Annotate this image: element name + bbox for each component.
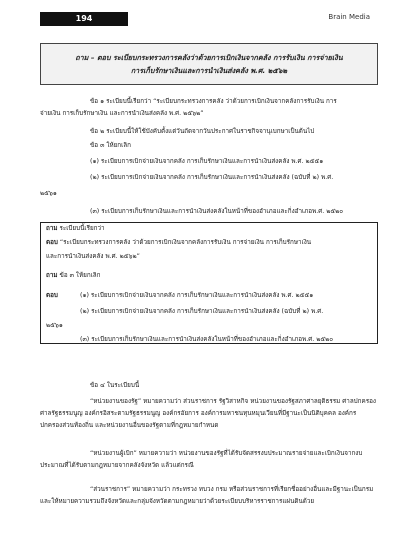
qa-answer-2-item-2-year: ๒๕๖๑	[46, 322, 63, 329]
clause-4-def-1: “หน่วยงานของรัฐ” หมายความว่า ส่วนราชการ รัฐวิสาหกิจ หน่วยงานของรัฐสภาศาลยุติธรรม ศาลปกครอง ศาลรัฐธรรมนูญ องค์กรอิสระตามรัฐธรรมนูญ องค์กรอัยการ องค์การมหาชนทุนหมุนเวียนที่มีฐานะเป็นนิติบุคคล องค์กรปกครองส่วนท้องถิ่น และหน่วยงานอื่นของรัฐตามที่กฎหมายกำหนด	[40, 398, 376, 429]
clause-3-item-2: (๒) ระเบียบการเบิกจ่ายเงินจากคลัง การเก็บรักษาเงินและการนำเงินส่งคลัง (ฉบับที่ ๒) พ.ศ.	[90, 174, 334, 181]
clause-3: ข้อ ๓ ให้ยกเลิก	[90, 142, 131, 149]
qa-answer-1-cont: และการนำเงินส่งคลัง พ.ศ. ๒๕๖๒”	[46, 253, 140, 260]
clause-3-item-2-year: ๒๕๖๑	[40, 190, 57, 197]
clause-3-item-3: (๓) ระเบียบการเก็บรักษาเงินและการนำเงินส่งคลังในหน้าที่ของอำเภอและกิ่งอำเภอพ.ศ. ๒๕๒๐	[90, 208, 344, 215]
question-label: ถาม	[46, 225, 58, 232]
question-label: ถาม	[46, 272, 58, 279]
brand-name: Brain Media	[328, 13, 370, 21]
answer-text: “ระเบียบกระทรวงการคลัง ว่าด้วยการเบิกเงินจากคลังการรับเงิน การจ่ายเงิน การเก็บรักษาเงิน	[59, 239, 312, 246]
title-line-2: การเก็บรักษาเงินและการนำเงินส่งคลัง พ.ศ. ๒๕๖๒	[130, 66, 288, 75]
clause-4-heading: ข้อ ๔ ในระเบียบนี้	[90, 382, 140, 389]
qa-answer-1	[46, 237, 311, 249]
clause-1-line-1: ข้อ ๑ ระเบียบนี้เรียกว่า “ระเบียบกระทรวงการคลัง ว่าด้วยการเบิกเงินจากคลังการรับเงิน การ	[90, 98, 337, 105]
qa-question-2	[46, 270, 100, 282]
qa-answer-2-item-2: (๒) ระเบียบการเบิกจ่ายเงินจากคลัง การเก็บรักษาเงินและการนำเงินส่งคลัง (ฉบับที่ ๒) พ.ศ.	[80, 308, 324, 315]
clause-1-line-2: จ่ายเงิน การเก็บรักษาเงิน และการนำเงินส่งคลัง พ.ศ. ๒๕๖๒”	[40, 110, 204, 117]
qa-answer-2-label: ตอบ	[46, 292, 58, 299]
qa-answer-2-item-3: (๓) ระเบียบการเก็บรักษาเงินและการนำเงินส่งคลังในหน้าที่ของอำเภอและกิ่งอำเภอพ.ศ. ๒๕๒๐	[80, 336, 334, 343]
clause-3-item-1: (๑) ระเบียบการเบิกจ่ายเงินจากคลัง การเก็บรักษาเงินและการนำเงินส่งคลัง พ.ศ. ๒๕๕๑	[90, 158, 324, 165]
clause-4-def-2: “หน่วยงานผู้เบิก” หมายความว่า หน่วยงานของรัฐที่ได้รับจัดสรรงบประมาณรายจ่ายและเบิกเงินจากงบประมาณที่ได้รับตามกฎหมายจากคลังจังหวัด แล้วแต่กรณี	[40, 450, 363, 469]
qa-answer-2-item-1: (๑) ระเบียบการเบิกจ่ายเงินจากคลัง การเก็บรักษาเงินและการนำเงินส่งคลัง พ.ศ. ๒๕๕๑	[80, 292, 314, 299]
answer-label: ตอบ	[46, 239, 58, 246]
clause-2: ข้อ ๒ ระเบียบนี้ให้ใช้บังคับตั้งแต่วันถัดจากวันประกาศในราชกิจจานุเบกษาเป็นต้นไป	[90, 128, 315, 135]
title-box	[40, 43, 378, 85]
title-line-1: ถาม – ตอบ ระเบียบกระทรวงการคลังว่าด้วยการเบิกเงินจากคลัง การรับเงิน การจ่ายเงิน	[75, 53, 343, 62]
clause-4-def-3: “ส่วนราชการ” หมายความว่า กระทรวง ทบวง กรม หรือส่วนราชการที่เรียกชื่ออย่างอื่นและมีฐานะเป็นกรม และให้หมายความรวมถึงจังหวัดและกลุ่มจังหวัดตามกฎหมายว่าด้วยระเบียบบริหารราชการแผ่นดินด้วย	[40, 486, 374, 505]
question-text: ระเบียบนี้เรียกว่า	[59, 225, 105, 232]
qa-question-1	[46, 223, 105, 235]
page-number: 194	[40, 12, 128, 26]
question-text: ข้อ ๓ ให้ยกเลิก	[59, 272, 101, 279]
